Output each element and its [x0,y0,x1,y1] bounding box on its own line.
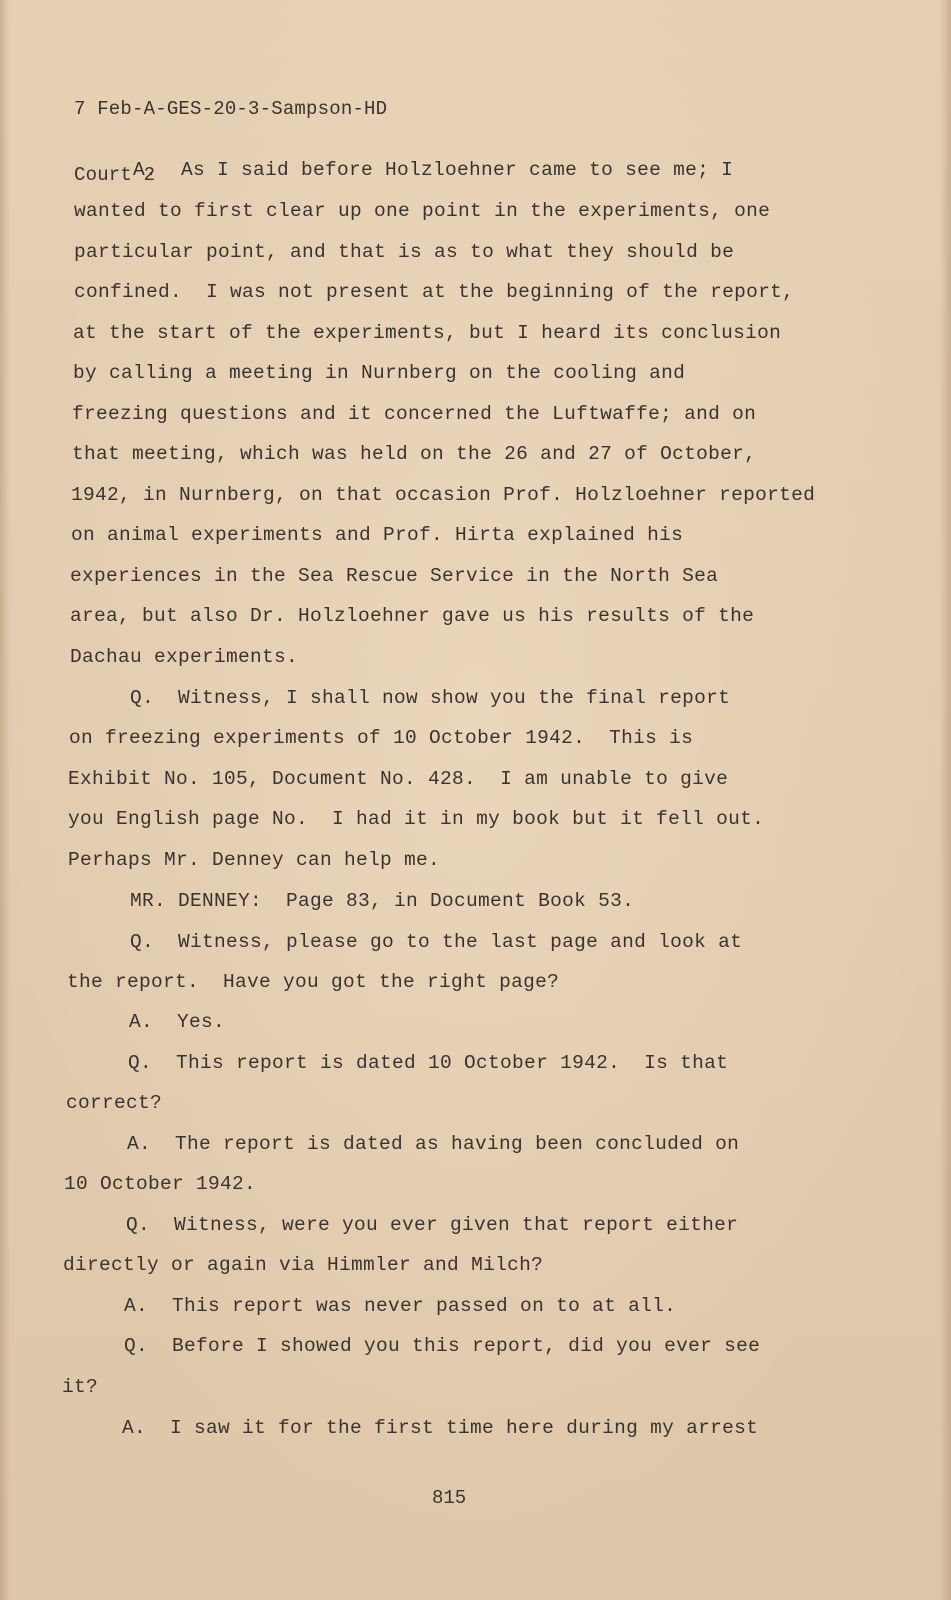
transcript-line: A. This report was never passed on to at all. [124,1295,677,1317]
transcript-line: 1942, in Nurnberg, on that occasion Prof. Holzloehner reported [71,484,816,506]
transcript-line: by calling a meeting in Nurnberg on the cooling and [73,362,686,384]
transcript-line: A. As I said before Holzloehner came to see me; I [133,159,734,181]
transcript-line: Q. Witness, please go to the last page and look at [130,931,743,953]
transcript-line: Q. Before I showed you this report, did you ever see [124,1335,761,1357]
transcript-line: Q. This report is dated 10 October 1942. Is that [128,1052,729,1074]
transcript-line: Dachau experiments. [70,646,299,668]
header-line-1: 7 Feb-A-GES-20-3-Sampson-HD [74,98,388,120]
transcript-line: Perhaps Mr. Denney can help me. [68,849,441,871]
transcript-line: confined. I was not present at the beginning of the report, [74,281,795,303]
transcript-line: A. Yes. [129,1011,226,1033]
transcript-line: Q. Witness, I shall now show you the final report [130,687,731,709]
transcript-line: that meeting, which was held on the 26 and 27 of October, [72,443,757,465]
transcript-line: A. The report is dated as having been concluded on [127,1133,740,1155]
transcript-line: it? [62,1376,99,1398]
transcript-line: MR. DENNEY: Page 83, in Document Book 53. [130,890,635,912]
transcript-line: wanted to first clear up one point in the experiments, one [74,200,771,222]
transcript-line: 10 October 1942. [64,1173,257,1195]
transcript-line: the report. Have you got the right page? [67,971,560,993]
transcript-line: freezing questions and it concerned the Luftwaffe; and on [72,403,757,425]
transcript-line: Exhibit No. 105, Document No. 428. I am unable to give [68,768,729,790]
transcript-line: at the start of the experiments, but I heard its conclusion [73,322,782,344]
transcript-line: you English page No. I had it in my book but it fell out. [68,808,765,830]
transcript-line: directly or again via Himmler and Milch? [63,1254,544,1276]
transcript-line: correct? [66,1092,163,1114]
transcript-line: particular point, and that is as to what they should be [74,241,735,263]
transcript-line: A. I saw it for the first time here during my arrest [122,1417,759,1439]
transcript-line: Q. Witness, were you ever given that report either [126,1214,739,1236]
header-line-2: Court 2 [74,164,156,186]
transcript-line: experiences in the Sea Rescue Service in the North Sea [70,565,719,587]
transcript-line: on freezing experiments of 10 October 1942. This is [69,727,694,749]
transcript-line: on animal experiments and Prof. Hirta explained his [71,524,684,546]
transcript-line: area, but also Dr. Holzloehner gave us his results of the [70,605,755,627]
page-number: 815 [432,1487,467,1509]
